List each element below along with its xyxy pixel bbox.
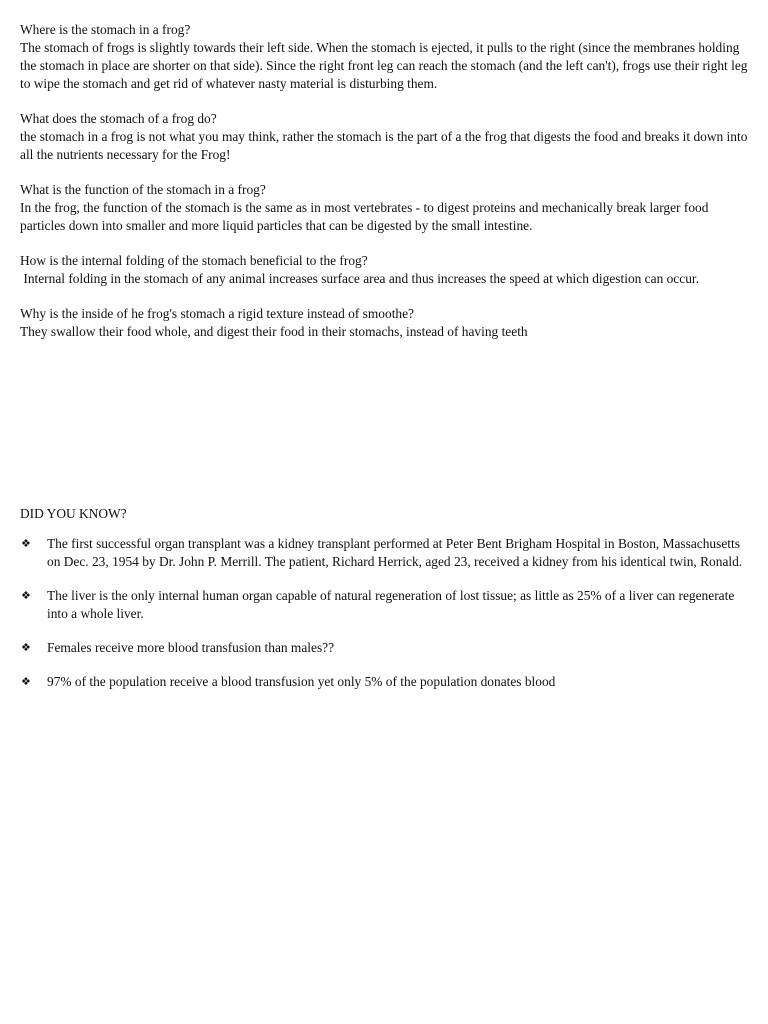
question-text: What does the stomach of a frog do? <box>20 111 217 126</box>
fact-text: 97% of the population receive a blood transfusion yet only 5% of the population donates blood <box>47 674 556 689</box>
question-text: How is the internal folding of the stomach beneficial to the frog? <box>20 253 368 268</box>
qa-block-stomach-role <box>20 110 748 164</box>
qa-block-internal-folding <box>20 252 748 288</box>
answer-text: Internal folding in the stomach of any animal increases surface area and thus increases the speed at which digestion can occur. <box>20 271 699 286</box>
list-item <box>20 639 747 657</box>
diamond-bullet-icon: ❖ <box>21 675 31 688</box>
qa-block-stomach-location <box>20 21 748 93</box>
answer-text: The stomach of frogs is slightly towards their left side. When the stomach is ejected, it pulls to the right (since the membranes holding the stomach in place are shorter on that side). Since the right front leg can reach the stomach (and the left can't), frogs use their right leg to wipe the stomach and get rid of whatever nasty material is disturbing them. <box>20 40 748 91</box>
question-text: Why is the inside of he frog's stomach a rigid texture instead of smoothe? <box>20 306 414 321</box>
did-you-know-heading: DID YOU KNOW? <box>20 506 127 521</box>
list-item <box>20 673 747 691</box>
qa-block-stomach-function <box>20 181 748 235</box>
question-text: What is the function of the stomach in a frog? <box>20 182 266 197</box>
answer-text: In the frog, the function of the stomach is the same as in most vertebrates - to digest proteins and mechanically break larger food particles down into smaller and more liquid particles that can be digested by the small intestine. <box>20 200 709 233</box>
answer-text: the stomach in a frog is not what you may think, rather the stomach is the part of a the frog that digests the food and breaks it down into all the nutrients necessary for the Frog! <box>20 129 748 162</box>
fact-text: Females receive more blood transfusion than males?? <box>47 640 335 655</box>
list-item <box>20 587 747 623</box>
fact-text: The liver is the only internal human organ capable of natural regeneration of lost tissue; as little as 25% of a liver can regenerate into a whole liver. <box>47 588 735 621</box>
fact-text: The first successful organ transplant was a kidney transplant performed at Peter Bent Brigham Hospital in Boston, Massachusetts on Dec. 23, 1954 by Dr. John P. Merrill. The patient, Richard Herrick, aged 23, received a kidney from his identical twin, Ronald. <box>47 536 743 569</box>
qa-block-stomach-texture <box>20 305 748 341</box>
diamond-bullet-icon: ❖ <box>21 641 31 654</box>
facts-list <box>20 535 748 691</box>
diamond-bullet-icon: ❖ <box>21 589 31 602</box>
answer-text: They swallow their food whole, and digest their food in their stomachs, instead of having teeth <box>20 324 528 339</box>
diamond-bullet-icon: ❖ <box>21 537 31 550</box>
did-you-know-section <box>20 505 748 707</box>
list-item <box>20 535 747 571</box>
frog-stomach-qa-section <box>20 21 748 358</box>
question-text: Where is the stomach in a frog? <box>20 22 191 37</box>
